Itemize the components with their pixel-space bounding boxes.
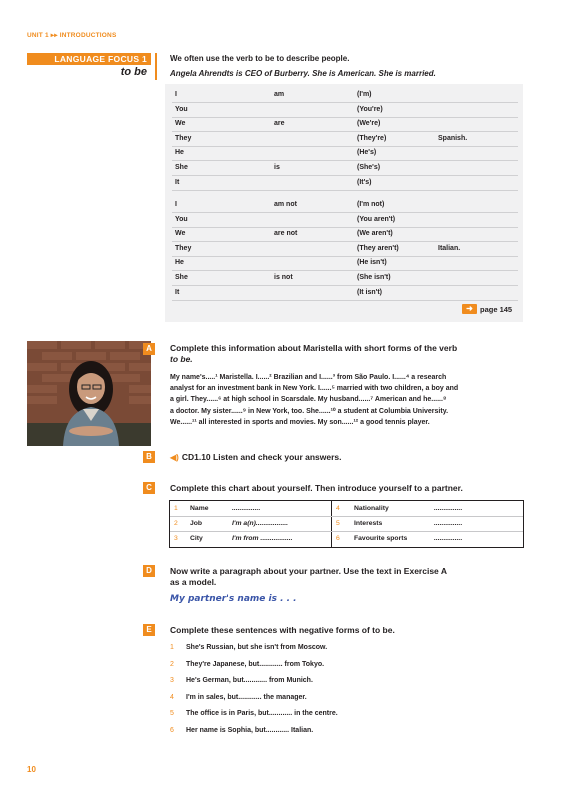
chart-n: 1 xyxy=(174,505,178,512)
sentence-text[interactable]: She's Russian, but she isn't from Moscow. xyxy=(186,644,328,651)
grammar-cell: I xyxy=(175,201,177,208)
exercise-a-line: a doctor. My sister......⁹ in New York, too. She......¹⁰ a student at Columbia University. xyxy=(170,407,449,415)
exercise-d-badge: D xyxy=(143,565,155,577)
grammar-cell: is not xyxy=(274,274,293,281)
grammar-cell: (It isn't) xyxy=(357,288,382,296)
chart-label: Job xyxy=(190,520,203,527)
grammar-cell: (We aren't) xyxy=(357,230,393,238)
grammar-cell: is xyxy=(274,164,280,171)
grammar-cell: She xyxy=(175,274,188,281)
grammar-row-line xyxy=(172,190,518,191)
grammar-cell: am xyxy=(274,91,285,98)
grammar-cell: I xyxy=(175,91,177,98)
grammar-cell: They xyxy=(175,244,192,252)
exercise-a-text xyxy=(170,372,525,428)
grammar-row-line xyxy=(172,227,518,228)
unit-header: UNIT 1 ▸▸ INTRODUCTIONS xyxy=(27,32,117,39)
language-focus-label: LANGUAGE FOCUS 1 xyxy=(27,53,151,65)
grammar-cell: It xyxy=(175,178,180,186)
grammar-cell: (They're) xyxy=(357,134,387,142)
exercise-d-title xyxy=(170,566,447,588)
exercise-a-badge: A xyxy=(143,343,155,355)
grammar-row-line xyxy=(172,241,518,242)
exercise-b-title xyxy=(170,452,342,463)
exercise-b-badge: B xyxy=(143,451,155,463)
grammar-cell: Spanish. xyxy=(438,134,468,142)
sentence-item xyxy=(170,675,313,687)
chart-row-line xyxy=(170,531,523,532)
sentence-item xyxy=(170,692,307,704)
intro-line-2: Angela Ahrendts is CEO of Burberry. She is American. She is married. xyxy=(170,69,436,78)
grammar-cell: am not xyxy=(274,201,297,208)
sentence-text[interactable]: The office is in Paris, but............ in the centre. xyxy=(186,710,338,717)
intro-line-1: We often use the verb to be to describe people. xyxy=(170,54,350,63)
sentence-text[interactable]: He's German, but............ from Munich. xyxy=(186,677,313,684)
exercise-a-line: We......¹¹ all interested in sports and movies. My son......¹² a good tennis player. xyxy=(170,418,430,426)
exercise-e-badge: E xyxy=(143,624,155,636)
exercise-d-title-line-2: as a model. xyxy=(170,577,217,587)
grammar-row-line xyxy=(172,160,518,161)
grammar-row-line xyxy=(172,117,518,118)
grammar-cell: (She's) xyxy=(357,164,381,171)
grammar-row-line xyxy=(172,146,518,147)
chart-n: 2 xyxy=(174,520,178,527)
chart-row-line xyxy=(170,516,523,517)
chart-divider xyxy=(331,501,332,547)
grammar-cell: You xyxy=(175,105,188,113)
chart-label: Favourite sports xyxy=(354,535,408,542)
exercise-a-line: My name's.....¹ Maristella. I......² Brazilian and I......³ from São Paulo. I......⁴ a research xyxy=(170,374,447,381)
grammar-cell: (We're) xyxy=(357,120,381,128)
grammar-cell: (You aren't) xyxy=(357,215,396,223)
sentence-number: 1 xyxy=(170,644,174,651)
chart-n: 6 xyxy=(336,535,340,542)
sentence-number: 3 xyxy=(170,677,174,684)
grammar-cell: are not xyxy=(274,230,298,238)
chart-value[interactable]: I'm a(n)................. xyxy=(232,520,288,527)
grammar-cell: He xyxy=(175,259,184,267)
grammar-cell: We xyxy=(175,120,186,128)
handwritten-example: My partner's name is . . . xyxy=(170,594,297,604)
sentence-item xyxy=(170,725,313,737)
exercise-a-title-line-2: to be. xyxy=(170,354,193,364)
grammar-row-line xyxy=(172,285,518,286)
chart-label: Interests xyxy=(354,520,383,527)
grammar-cell: They xyxy=(175,134,192,142)
grammar-cell: (I'm) xyxy=(357,91,372,98)
exercise-b-title-text: CD1.10 Listen and check your answers. xyxy=(181,452,342,462)
grammar-cell: We xyxy=(175,230,186,238)
chart-value[interactable]: ............... xyxy=(434,520,463,527)
page-number: 10 xyxy=(27,765,36,774)
grammar-cell: (It's) xyxy=(357,178,372,186)
focus-divider xyxy=(155,53,157,80)
page-reference[interactable] xyxy=(462,304,512,314)
grammar-row-line xyxy=(172,256,518,257)
grammar-panel xyxy=(165,84,523,322)
grammar-cell: He xyxy=(175,149,184,157)
maristella-photo xyxy=(27,341,151,446)
exercise-d-title-line-1: Now write a paragraph about your partner. Use the text in Exercise A xyxy=(170,566,447,576)
sentence-item xyxy=(170,708,338,720)
sentence-item xyxy=(170,642,327,654)
grammar-cell: (You're) xyxy=(357,105,383,113)
language-focus-topic: to be xyxy=(120,66,147,78)
chart-value[interactable]: ............... xyxy=(434,505,463,512)
grammar-cell: Italian. xyxy=(438,244,461,252)
grammar-cell: are xyxy=(274,120,285,128)
exercise-a-line: analyst for an investment bank in New York. I......⁵ married with two children, a boy and xyxy=(170,385,459,393)
chart-value[interactable]: ............... xyxy=(434,535,463,542)
chart-n: 4 xyxy=(336,505,340,512)
sentence-item xyxy=(170,659,324,671)
grammar-row-line xyxy=(172,270,518,271)
exercise-c-badge: C xyxy=(143,482,155,494)
self-info-chart xyxy=(169,500,524,548)
sentence-number: 4 xyxy=(170,693,174,701)
sentence-text[interactable]: They're Japanese, but............ from Tokyo. xyxy=(186,660,325,668)
chart-label: Name xyxy=(190,505,209,512)
grammar-row-line xyxy=(172,212,518,213)
grammar-row-line xyxy=(172,300,518,301)
grammar-cell: (He's) xyxy=(357,149,377,157)
sentence-number: 6 xyxy=(170,726,174,734)
chart-label: City xyxy=(190,535,203,542)
chart-n: 3 xyxy=(174,535,178,542)
chart-value[interactable]: ............... xyxy=(232,505,261,512)
grammar-cell: She xyxy=(175,164,188,171)
arrow-right-icon: ➜ xyxy=(462,304,477,314)
sentence-number: 5 xyxy=(170,710,174,717)
sentence-text[interactable]: Her name is Sophia, but............ Italian. xyxy=(186,726,314,734)
grammar-cell: (They aren't) xyxy=(357,244,399,252)
exercise-a-line: a girl. They......⁶ at high school in Scarsdale. My husband......⁷ American and he......⁸ xyxy=(170,396,447,404)
grammar-cell: You xyxy=(175,215,188,223)
exercise-e-title: Complete these sentences with negative forms of to be. xyxy=(170,625,395,635)
chart-value[interactable]: I'm from ................. xyxy=(232,535,293,542)
exercise-a-title xyxy=(170,343,457,365)
grammar-cell: (He isn't) xyxy=(357,259,387,267)
page-reference-label: page 145 xyxy=(480,304,513,314)
exercise-a-title-line-1: Complete this information about Maristella with short forms of the verb xyxy=(170,343,458,353)
grammar-cell: (She isn't) xyxy=(357,274,391,281)
sentence-number: 2 xyxy=(170,660,174,668)
chart-label: Nationality xyxy=(354,505,389,512)
sentence-text[interactable]: I'm in sales, but............ the manager. xyxy=(186,693,307,701)
exercise-c-title: Complete this chart about yourself. Then introduce yourself to a partner. xyxy=(170,483,463,493)
grammar-row-line xyxy=(172,175,518,176)
chart-n: 5 xyxy=(336,520,340,527)
grammar-cell: (I'm not) xyxy=(357,201,385,208)
grammar-cell: It xyxy=(175,288,180,296)
grammar-row-line xyxy=(172,102,518,103)
audio-speaker-icon[interactable]: ◀) xyxy=(170,453,179,462)
